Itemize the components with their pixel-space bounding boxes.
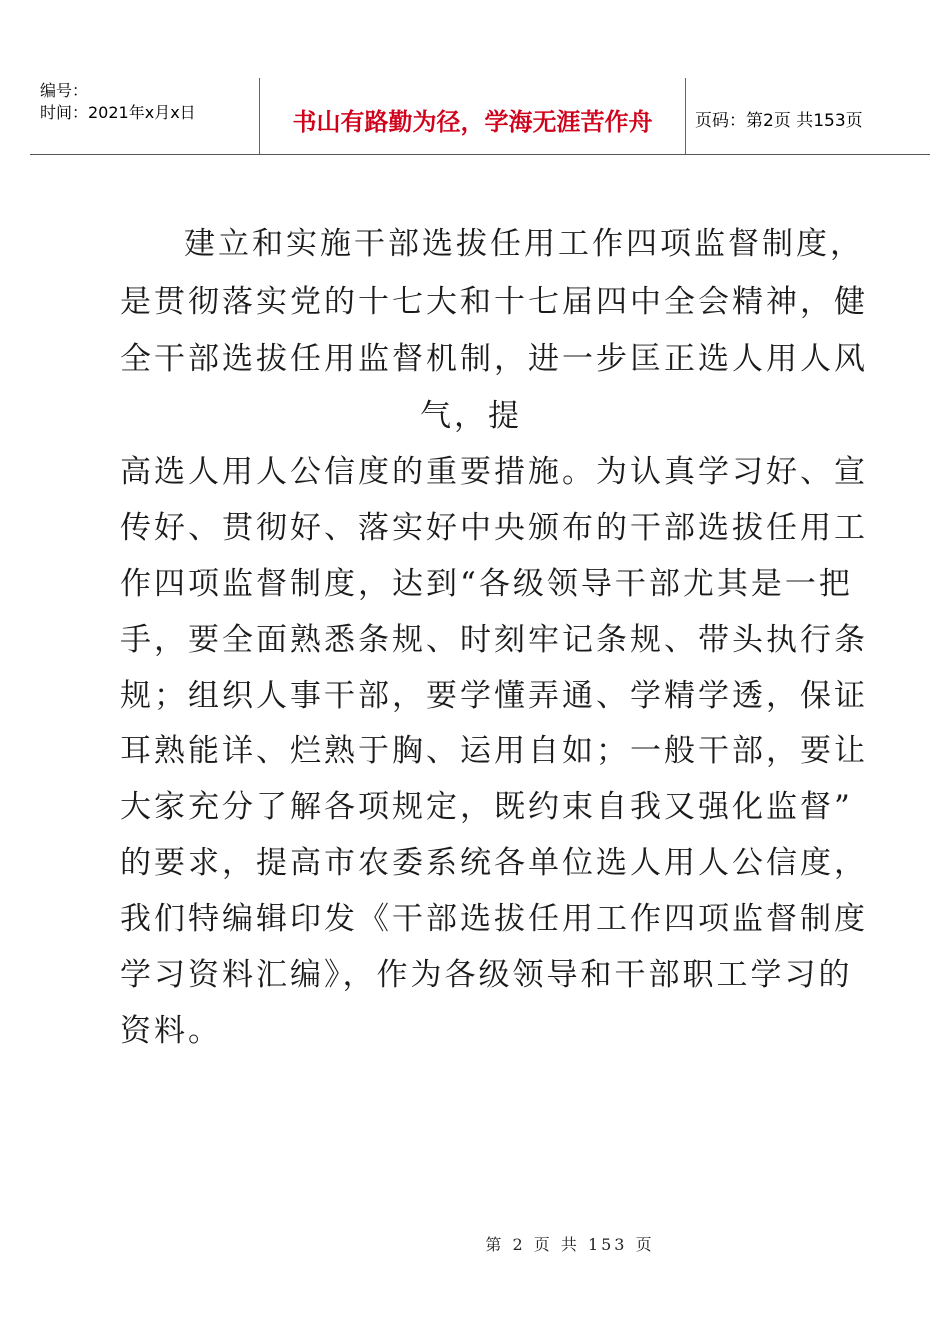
document-number-label: 编号： — [40, 81, 89, 100]
body-line: 的要求，提高市农委系统各单位选人用人公信度， — [120, 845, 868, 881]
page-header — [30, 78, 930, 155]
body-line: 手，要全面熟悉条规、时刻牢记条规、带头执行条 — [120, 622, 868, 658]
body-line: 全干部选拔任用监督机制，进一步匡正选人用人风 — [120, 341, 868, 377]
body-line: 传好、贯彻好、落实好中央颁布的干部选拔任用工 — [120, 510, 868, 546]
body-line: 气，提 — [420, 398, 522, 434]
body-line: 学习资料汇编》，作为各级领导和干部职工学习的 — [120, 957, 853, 993]
body-line: 高选人用人公信度的重要措施。为认真学习好、宣 — [120, 454, 868, 490]
body-line: 耳熟能详、烂熟于胸、运用自如；一般干部，要让 — [120, 733, 868, 769]
body-line: 大家充分了解各项规定，既约束自我又强化监督” — [120, 789, 853, 825]
header-meta — [40, 80, 260, 124]
body-line: 建立和实施干部选拔任用工作四项监督制度， — [184, 226, 864, 262]
page-footer: 第 2 页 共 153 页 — [485, 1235, 655, 1254]
document-time: 时间：2021年x月x日 — [40, 103, 196, 122]
body-line: 我们特编辑印发《干部选拔任用工作四项监督制度 — [120, 901, 868, 937]
body-line: 规；组织人事干部，要学懂弄通、学精学透，保证 — [120, 678, 868, 714]
header-page-info: 页码：第2页 共153页 — [695, 111, 863, 131]
header-motto: 书山有路勤为径，学海无涯苦作舟 — [292, 108, 653, 136]
header-divider-right — [685, 78, 686, 154]
body-line: 资料。 — [120, 1013, 222, 1049]
body-line: 是贯彻落实党的十七大和十七届四中全会精神，健 — [120, 284, 868, 320]
body-line: 作四项监督制度，达到“各级领导干部尤其是一把 — [120, 566, 853, 602]
